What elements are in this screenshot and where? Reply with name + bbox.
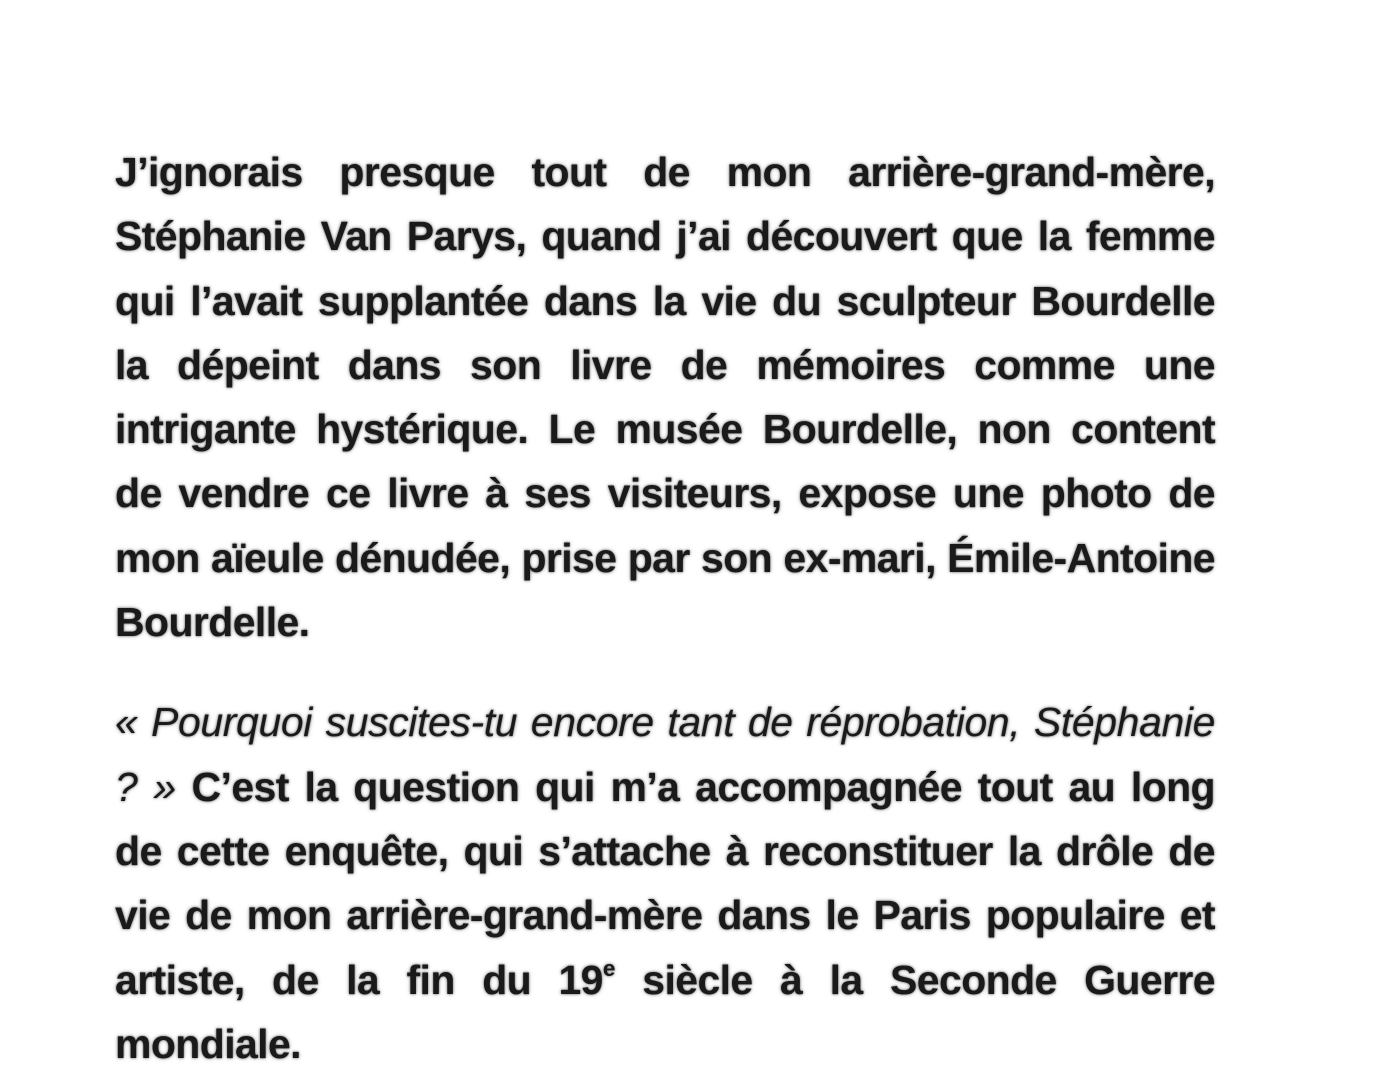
paragraph-2-quote: « Pourquoi suscites-tu encore tant de réprobation, Stéphanie ? » — [115, 699, 1215, 810]
century-superscript: e — [602, 955, 615, 981]
paragraph-1: J’ignorais presque tout de mon arrière-grand-mère, Stéphanie Van Parys, quand j’ai découvert que la femme qui l’avait supplantée dans la vie du sculpteur Bourdelle la dépeint dans son livre de mémoires comme une intrigante hystérique. Le musée Bourdelle, non content de vendre ce livre à ses visiteurs, expose une photo de mon aïeule dénudée, prise par son ex-mari, Émile-Antoine Bourdelle. — [115, 149, 1215, 646]
paragraph-2-text: C’est la question qui m’a accompagnée tout au long de cette enquête, qui s’attache à reconstituer la drôle de vie de mon arrière-grand-mère dans le Paris populaire et artiste, de la fin du 19 — [115, 763, 1215, 1003]
paragraph-2 — [115, 690, 1215, 1076]
text-block — [115, 140, 1215, 1076]
paragraph-2-text-end: siècle à la Seconde Guerre mondiale. — [115, 956, 1215, 1067]
